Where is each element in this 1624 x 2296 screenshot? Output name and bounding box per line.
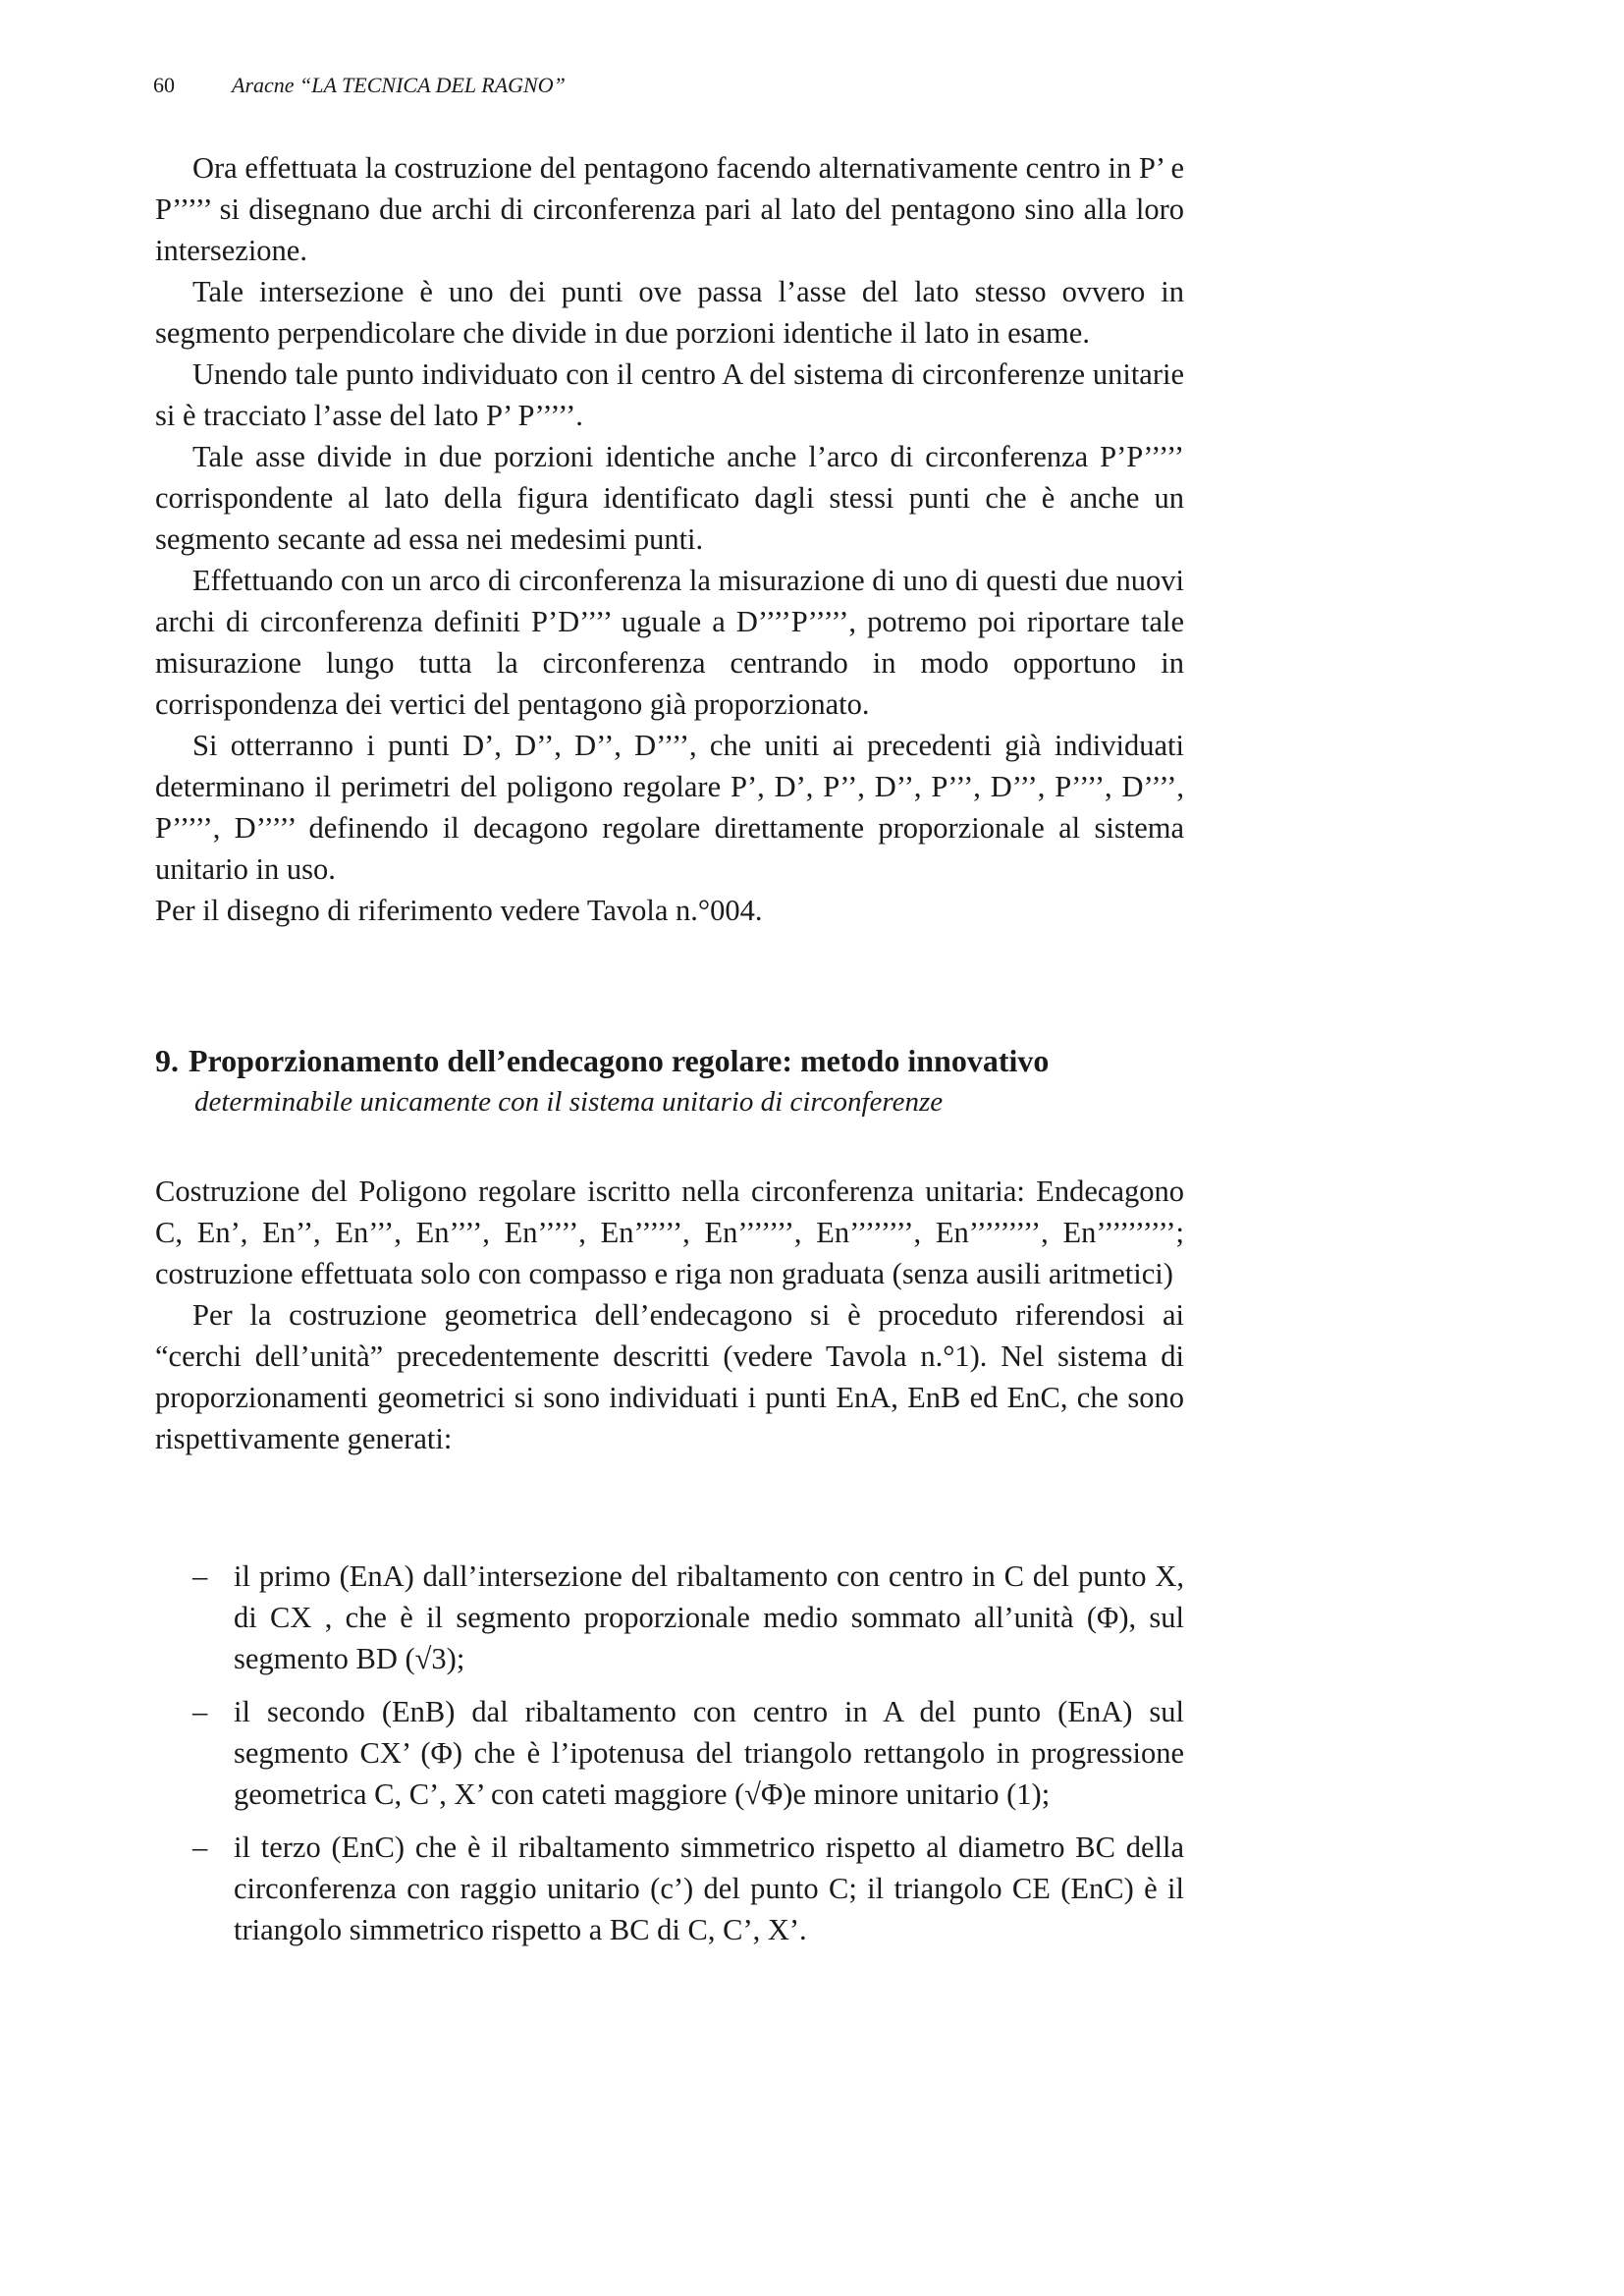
- section-subtitle: determinabile unicamente con il sistema unitario di circonferenze: [194, 1086, 944, 1118]
- section-number: 9.: [155, 1043, 179, 1078]
- section-text-block: [155, 1171, 1184, 1459]
- list-item-text: il terzo (EnC) che è il ribaltamento simmetrico rispetto al diametro BC della circonferenza con raggio unitario (c’) del punto C; il triangolo CE (EnC) è il triangolo simmetrico rispetto a BC di C, C’, X’.: [234, 1831, 1184, 1946]
- list-item-text: il secondo (EnB) dal ribaltamento con centro in A del punto (EnA) sul segmento CX’ (Φ) che è l’ipotenusa del triangolo rettangolo in progressione geometrica C, C’, X’ con cateti maggiore (√Φ)e minore unitario (1);: [234, 1695, 1184, 1811]
- paragraph: Tale asse divide in due porzioni identiche anche l’arco di circonferenza P’P’’’’’ corrispondente al lato della figura identificato dagli stessi punti che è anche un segmento secante ad essa nei medesimi punti.: [155, 440, 1184, 556]
- page-number: 60: [153, 73, 175, 97]
- list-item: [155, 1827, 1184, 1950]
- paragraph: Effettuando con un arco di circonferenza la misurazione di uno di questi due nuovi archi di circonferenza definiti P’D’’’’ uguale a D’’’’P’’’’’, potremo poi riportare tale misurazione lungo tutta la circonferenza centrando in modo opportuno in corrispondenza dei vertici del pentagono già proporzionato.: [155, 564, 1184, 721]
- paragraph: Per la costruzione geometrica dell’endecagono si è proceduto riferendosi ai “cerchi dell’unità” precedentemente descritti (vedere Tavola n.°1). Nel sistema di proporzionamenti geometrici si sono individuati i punti EnA, EnB ed EnC, che sono rispettivamente generati:: [155, 1298, 1184, 1455]
- section-heading: [155, 1039, 1235, 1121]
- list-dash: –: [192, 1695, 208, 1728]
- intro-text-block: [155, 147, 1184, 931]
- section-title-text: Proporzionamento dell’endecagono regolare: metodo innovativo: [189, 1043, 1050, 1078]
- running-title: Aracne “LA TECNICA DEL RAGNO”: [232, 73, 566, 97]
- paragraph: Si otterranno i punti D’, D’’, D’’, D’’’’, che uniti ai precedenti già individuati determinano il perimetri del poligono regolare P’, D’, P’’, D’’, P’’’, D’’’, P’’’’, D’’’’, P’’’’’, D’’’’’ definendo il decagono regolare direttamente proporzionale al sistema unitario in uso.: [155, 729, 1184, 886]
- paragraph: Tale intersezione è uno dei punti ove passa l’asse del lato stesso ovvero in segmento perpendicolare che divide in due porzioni identiche il lato in esame.: [155, 275, 1184, 350]
- paragraph: Per il disegno di riferimento vedere Tavola n.°004.: [155, 894, 763, 927]
- list-dash: –: [192, 1831, 208, 1864]
- list-dash: –: [192, 1559, 208, 1593]
- paragraph: Costruzione del Poligono regolare iscritto nella circonferenza unitaria: Endecagono C, En’, En’’, En’’’, En’’’’, En’’’’’, En’’’’’’, En’’’’’’’, En’’’’’’’’, En’’’’’’’’’, En’’’’’’’’’’; costruzione effettuata solo con compasso e riga non graduata (senza ausili aritmetici): [155, 1175, 1184, 1290]
- points-list: [155, 1556, 1184, 1962]
- paragraph: Ora effettuata la costruzione del pentagono facendo alternativamente centro in P’ e P’’’’’ si disegnano due archi di circonferenza pari al lato del pentagono sino alla loro intersezione.: [155, 151, 1184, 267]
- running-header: [153, 73, 566, 98]
- list-item-text: il primo (EnA) dall’intersezione del ribaltamento con centro in C del punto X, di CX , che è il segmento proporzionale medio sommato all’unità (Φ), sul segmento BD (√3);: [234, 1559, 1184, 1675]
- paragraph: Unendo tale punto individuato con il centro A del sistema di circonferenze unitarie si è tracciato l’asse del lato P’ P’’’’’.: [155, 357, 1184, 432]
- section-title: [155, 1039, 1235, 1082]
- list-item: [155, 1556, 1184, 1679]
- list-item: [155, 1691, 1184, 1815]
